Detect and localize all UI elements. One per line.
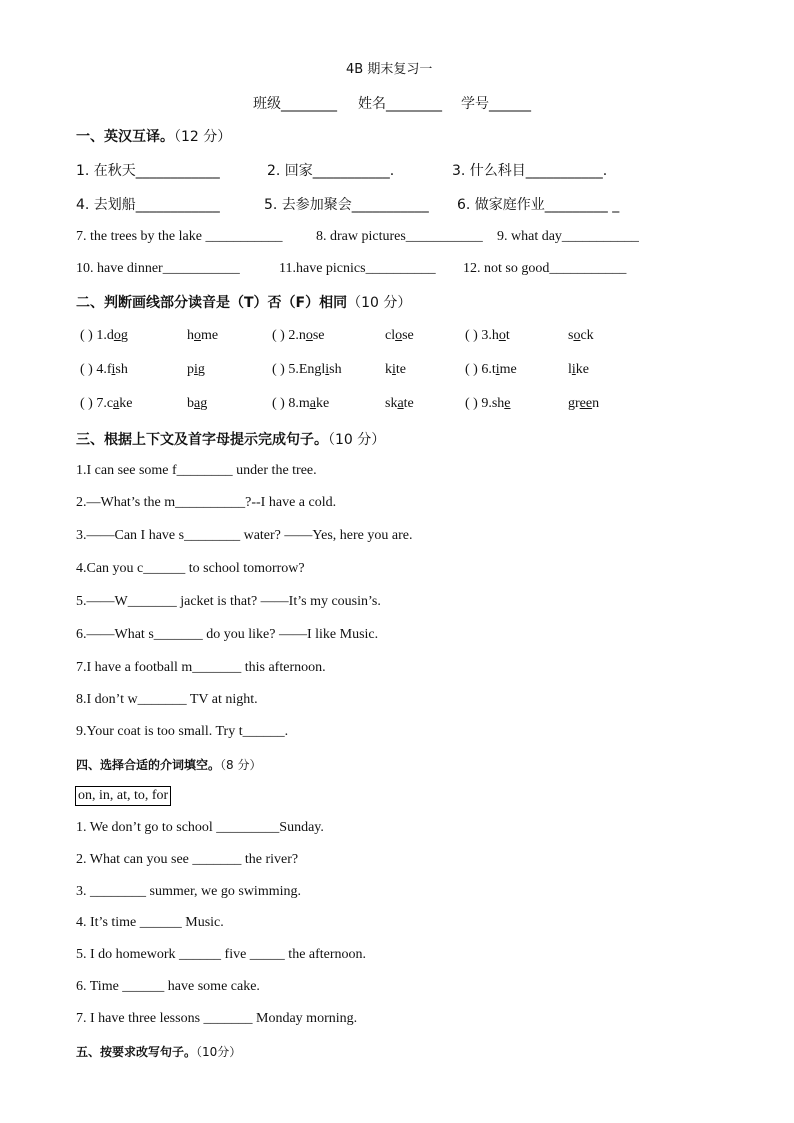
name-field-label: 姓名________ <box>358 96 442 112</box>
section1-heading <box>76 126 231 146</box>
word-part: m <box>298 396 310 411</box>
section4-item: 7. I have three lessons _______ Monday morning. <box>76 1011 358 1026</box>
word-part: ke <box>315 396 330 411</box>
underlined-letters: a <box>113 396 120 411</box>
phonics-item-first-word <box>80 328 128 344</box>
section3-heading-text: 三、根据上下文及首字母提示完成句子。 <box>76 432 328 448</box>
section1-item: 12. not so good___________ <box>463 261 627 276</box>
word-part: me <box>499 362 517 377</box>
section4-item: 3. ________ summer, we go swimming. <box>76 884 301 899</box>
page-title: 4B 期末复习一 <box>346 62 433 77</box>
section1-item: 10. have dinner___________ <box>76 261 240 276</box>
answer-bracket-number: ( ) 2. <box>272 328 299 343</box>
section4-item: 5. I do homework ______ five _____ the afternoon. <box>76 947 367 962</box>
section4-item: 1. We don’t go to school _________Sunday. <box>76 820 324 835</box>
phonics-item-second-word <box>568 328 594 344</box>
word-part: g <box>120 328 128 343</box>
section3-item: 4.Can you c______ to school tomorrow? <box>76 561 305 576</box>
phonics-item-second-word <box>187 328 218 344</box>
word-part: g <box>200 396 208 411</box>
phonics-item-first-word <box>465 362 517 378</box>
section3-item: 6.——What s_______ do you like? ——I like Music. <box>76 627 379 642</box>
answer-bracket-number: ( ) 3. <box>465 328 492 343</box>
section4-item: 2. What can you see _______ the river? <box>76 852 299 867</box>
section1-points: （12 分） <box>174 129 232 145</box>
answer-bracket-number: ( ) 1. <box>80 328 107 343</box>
phonics-item-first-word <box>465 396 511 412</box>
underlined-letters: e <box>504 396 511 411</box>
section1-heading-text: 一、英汉互译。 <box>76 129 174 145</box>
section1-item: 8. draw pictures___________ <box>316 229 483 244</box>
word-part: t <box>491 362 496 377</box>
section3-points: （10 分） <box>328 432 386 448</box>
section3-item: 7.I have a football m_______ this afternoon. <box>76 660 326 675</box>
word-part: p <box>187 362 194 377</box>
section4-item: 4. It’s time ______ Music. <box>76 915 224 930</box>
answer-bracket-number: ( ) 8. <box>272 396 299 411</box>
section1-item: 9. what day___________ <box>497 229 639 244</box>
underlined-letters: ee <box>579 396 593 411</box>
word-part: n <box>592 396 600 411</box>
answer-bracket-number: ( ) 9. <box>465 396 492 411</box>
answer-bracket-number: ( ) 5. <box>272 362 299 377</box>
underlined-letters: o <box>113 328 121 343</box>
answer-bracket-number: ( ) 4. <box>80 362 107 377</box>
section1-item: 2. 回家___________. <box>267 163 395 179</box>
section1-item: 1. 在秋天____________ <box>76 163 220 179</box>
student-number-label: 学号______ <box>461 96 531 112</box>
phonics-item-first-word <box>272 328 325 344</box>
word-part: cl <box>385 328 396 343</box>
phonics-item-second-word <box>568 396 599 412</box>
section1-item: 7. the trees by the lake ___________ <box>76 229 283 244</box>
underlined-letters: i <box>194 362 198 377</box>
phonics-item-second-word <box>187 362 205 378</box>
underlined-letters: a <box>397 396 404 411</box>
word-part: se <box>402 328 414 343</box>
word-part: sh <box>329 362 342 377</box>
underlined-letters: o <box>395 328 403 343</box>
word-part: g <box>197 362 205 377</box>
section3-item: 5.——W_______ jacket is that? ——It’s my cousin’s. <box>76 594 381 609</box>
word-part: te <box>403 396 414 411</box>
underlined-letters: i <box>571 362 576 377</box>
section4-heading-text: 四、选择合适的介词填空。 <box>76 758 221 772</box>
word-part: s <box>568 328 574 343</box>
answer-bracket-number: ( ) 6. <box>465 362 492 377</box>
underlined-letters: o <box>573 328 581 343</box>
underlined-letters: a <box>194 396 201 411</box>
phonics-item-first-word <box>272 396 329 412</box>
underlined-letters: i <box>495 362 500 377</box>
section4-heading <box>76 756 261 773</box>
word-part: d <box>106 328 114 343</box>
section1-item: 11.have picnics__________ <box>279 261 436 276</box>
section2-heading <box>76 292 411 312</box>
word-part: l <box>568 362 572 377</box>
word-part: te <box>395 362 406 377</box>
section1-item: 3. 什么科目___________. <box>452 163 608 179</box>
word-part: n <box>298 328 306 343</box>
section4-points: （8 分） <box>220 758 262 772</box>
section3-heading <box>76 429 385 449</box>
section1-item: 6. 做家庭作业_________ _ <box>457 197 620 213</box>
phonics-item-first-word <box>80 362 128 378</box>
section5-heading <box>76 1043 241 1060</box>
section1-item: 4. 去划船____________ <box>76 197 220 213</box>
phonics-item-second-word <box>385 362 406 378</box>
underlined-letters: i <box>325 362 330 377</box>
phonics-item-first-word <box>80 396 132 412</box>
word-part: f <box>106 362 112 377</box>
word-part: ck <box>580 328 594 343</box>
section5-heading-text: 五、按要求改写句子。 <box>76 1045 197 1059</box>
word-part: k <box>385 362 392 377</box>
word-part: ke <box>119 396 133 411</box>
underlined-letters: a <box>309 396 316 411</box>
word-part: se <box>312 328 325 343</box>
phonics-item-first-word <box>465 328 510 344</box>
word-part: sk <box>385 396 398 411</box>
phonics-item-second-word <box>385 328 414 344</box>
word-part: h <box>187 328 194 343</box>
section3-item: 3.——Can I have s________ water? ——Yes, here you are. <box>76 528 413 543</box>
section4-item: 6. Time ______ have some cake. <box>76 979 260 994</box>
word-part: ke <box>575 362 589 377</box>
phonics-item-second-word <box>385 396 414 412</box>
word-part: sh <box>115 362 128 377</box>
section3-item: 9.Your coat is too small. Try t______. <box>76 724 289 739</box>
section3-item: 2.—What’s the m__________?--I have a cold. <box>76 495 337 510</box>
word-part: me <box>201 328 219 343</box>
word-part: t <box>505 328 510 343</box>
word-part: Engl <box>298 362 326 377</box>
underlined-letters: o <box>498 328 506 343</box>
word-bank-box: on, in, at, to, for <box>75 786 171 806</box>
word-part: h <box>491 328 499 343</box>
section5-points: （10分） <box>196 1045 242 1059</box>
phonics-item-second-word <box>187 396 207 412</box>
answer-bracket-number: ( ) 7. <box>80 396 107 411</box>
underlined-letters: i <box>111 362 116 377</box>
class-field-label: 班级________ <box>253 96 337 112</box>
section2-points: （10 分） <box>347 295 412 311</box>
word-part: b <box>187 396 194 411</box>
underlined-letters: i <box>392 362 396 377</box>
section1-item: 5. 去参加聚会___________ <box>264 197 429 213</box>
section3-item: 1.I can see some f________ under the tree. <box>76 463 317 478</box>
section2-heading-text: 二、判断画线部分读音是（T）否（F）相同 <box>76 295 348 311</box>
underlined-letters: o <box>194 328 201 343</box>
underlined-letters: o <box>305 328 313 343</box>
word-part: sh <box>491 396 505 411</box>
word-part: gr <box>568 396 580 411</box>
phonics-item-first-word <box>272 362 342 378</box>
section3-item: 8.I don’t w_______ TV at night. <box>76 692 258 707</box>
phonics-item-second-word <box>568 362 589 378</box>
word-part: c <box>106 396 114 411</box>
